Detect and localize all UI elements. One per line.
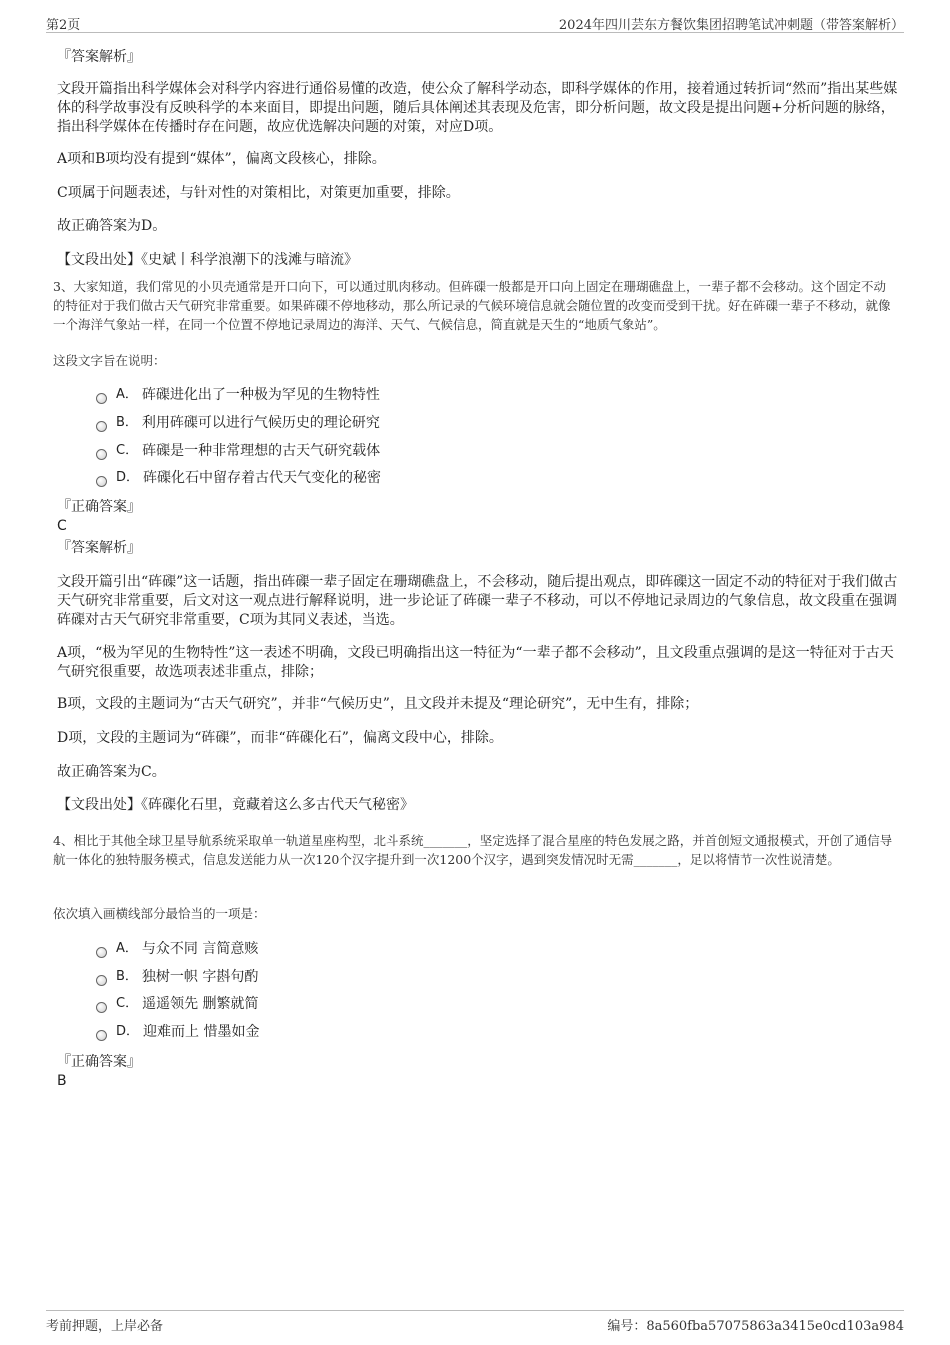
option-text: 迎难而上 惜墨如金 <box>143 1024 260 1040</box>
option-c[interactable] <box>96 994 259 1014</box>
option-letter: C． <box>116 996 139 1011</box>
option-text: 遥遥领先 删繁就简 <box>142 996 259 1012</box>
radio-button-icon[interactable] <box>96 421 107 432</box>
option-d[interactable] <box>96 468 381 488</box>
document-title: 2024年四川芸东方餐饮集团招聘笔试冲刺题（带答案解析） <box>558 18 904 33</box>
correct-answer: C <box>57 518 67 534</box>
radio-button-icon[interactable] <box>96 449 107 460</box>
analysis-paragraph: B项，文段的主题词为“古天气研究”，并非“气候历史”，且文段并未提及“理论研究”，无中生有，排除； <box>57 696 699 712</box>
radio-button-icon[interactable] <box>96 476 107 487</box>
radio-button-icon[interactable] <box>96 975 107 986</box>
correct-answer-label: 『正确答案』 <box>57 1054 141 1070</box>
page-header <box>46 14 904 33</box>
footer-slogan: 考前押题，上岸必备 <box>46 1319 164 1334</box>
option-a[interactable] <box>96 939 258 959</box>
source-citation: 【文段出处】《砗磲化石里，竟藏着这么多古代天气秘密》 <box>57 797 414 813</box>
option-letter: A． <box>116 387 138 402</box>
option-letter: A． <box>116 941 138 956</box>
option-text: 砗磲化石中留存着古代天气变化的秘密 <box>143 470 382 486</box>
correct-answer-label: 『正确答案』 <box>57 499 141 515</box>
option-b[interactable] <box>96 413 380 433</box>
option-letter: C． <box>116 443 139 458</box>
question-stem: 4、相比于其他全球卫星导航系统采取单一轨道星座构型，北斗系统_______，坚定选择了混合星座的特色发展之路，并首创短文通报模式，开创了通信导航一体化的独特服务模式，信息发送能力从一次120个汉字提升到一次1200个汉字，遇到突发情况时无需_______，足以将情节一次性说清楚。 <box>53 833 893 867</box>
analysis-paragraph: A项和B项均没有提到“媒体”，偏离文段核心，排除。 <box>57 151 386 167</box>
analysis-conclusion: 故正确答案为C。 <box>57 764 166 780</box>
analysis-paragraph: C项属于问题表述，与针对性的对策相比，对策更加重要，排除。 <box>57 185 460 201</box>
option-letter: D． <box>116 470 140 485</box>
option-letter: B． <box>116 969 138 984</box>
option-text: 利用砗磲可以进行气候历史的理论研究 <box>141 415 380 431</box>
radio-button-icon[interactable] <box>96 1002 107 1013</box>
analysis-label: 『答案解析』 <box>57 540 141 556</box>
source-citation: 【文段出处】《史斌丨科学浪潮下的浅滩与暗流》 <box>57 252 358 268</box>
option-letter: B． <box>116 415 138 430</box>
analysis-paragraph: 文段开篇引出“砗磲”这一话题，指出砗磲一辈子固定在珊瑚礁盘上，不会移动，随后提出观点，即砗磲这一固定不动的特征对于我们做古天气研究非常重要，后文对这一观点进行解释说明，进一步论证了砗磲一辈子不移动，可以不停地记录周边的气象信息，故文段重在强调砗磲对古天气研究非常重要，C项为其同义表述，当选。 <box>57 574 898 628</box>
analysis-label: 『答案解析』 <box>57 49 141 65</box>
correct-answer: B <box>57 1073 67 1089</box>
radio-button-icon[interactable] <box>96 393 107 404</box>
analysis-paragraph: A项，“极为罕见的生物特性”这一表述不明确，文段已明确指出这一特征为“一辈子都不会移动”，且文段重点强调的是这一特征对于古天气研究很重要，故选项表述非重点，排除； <box>57 645 894 680</box>
page-number: 第2页 <box>46 18 81 33</box>
option-b[interactable] <box>96 967 258 987</box>
question-prompt: 依次填入画横线部分最恰当的一项是： <box>53 906 266 921</box>
analysis-paragraph: 文段开篇指出科学媒体会对科学内容进行通俗易懂的改造，使公众了解科学动态，即科学媒体的作用，接着通过转折词“然而”指出某些媒体的科学故事没有反映科学的本来面目，即提出问题，随后具体阐述其表现及危害，即分析问题，故文段是提出问题+分析问题的脉络，指出科学媒体在传播时存在问题，故应优选解决问题的对策，对应D项。 <box>57 81 898 135</box>
option-c[interactable] <box>96 441 380 461</box>
document-code: 编号：8a560fba57075863a3415e0cd103a984 <box>607 1319 904 1334</box>
radio-button-icon[interactable] <box>96 947 107 958</box>
option-text: 与众不同 言简意赅 <box>141 941 259 957</box>
option-d[interactable] <box>96 1022 259 1042</box>
question-stem: 3、大家知道，我们常见的小贝壳通常是开口向下，可以通过肌肉移动。但砗磲一般都是开口向上固定在珊瑚礁盘上，一辈子都不会移动。这个固定不动的特征对于我们做古天气研究非常重要。如果砗磲不停地移动，那么所记录的气候环境信息就会随位置的改变而受到干扰。好在砗磲一辈子不移动，就像一个海洋气象站一样，在同一个位置不停地记录周边的海洋、天气、气候信息，简直就是天生的“地质气象站”。 <box>53 279 891 332</box>
question-prompt: 这段文字旨在说明： <box>53 353 166 368</box>
option-text: 砗磲进化出了一种极为罕见的生物特性 <box>141 387 380 403</box>
option-letter: D． <box>116 1024 140 1039</box>
radio-button-icon[interactable] <box>96 1030 107 1041</box>
option-text: 砗磲是一种非常理想的古天气研究载体 <box>142 443 381 459</box>
option-a[interactable] <box>96 385 380 405</box>
option-text: 独树一帜 字斟句酌 <box>141 969 259 985</box>
analysis-paragraph: D项，文段的主题词为“砗磲”，而非“砗磲化石”，偏离文段中心，排除。 <box>57 730 503 746</box>
analysis-conclusion: 故正确答案为D。 <box>57 218 167 234</box>
page-footer <box>46 1310 904 1334</box>
